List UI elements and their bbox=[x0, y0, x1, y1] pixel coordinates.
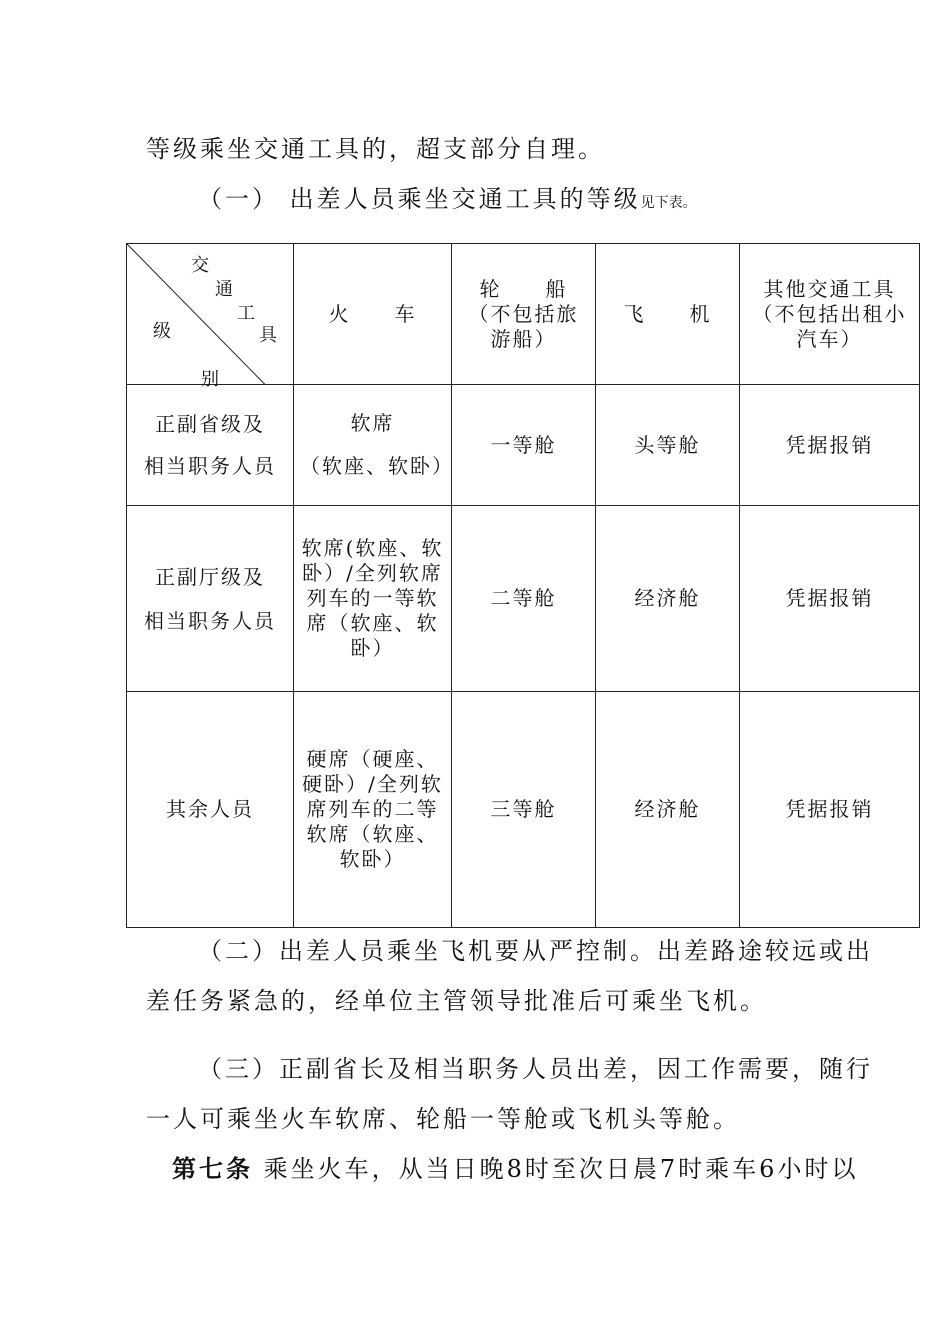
header-other-title: 其他交通工具 bbox=[763, 276, 896, 301]
row3-level: 其余人员 bbox=[127, 692, 294, 928]
row2-level-line1: 正副厅级及 bbox=[155, 564, 265, 589]
corner-label-jiao: 交 bbox=[191, 255, 209, 276]
row1-level bbox=[127, 385, 294, 506]
header-train: 火 车 bbox=[294, 244, 452, 385]
section-2-line-2: 差任务紧急的，经单位主管领导批准后可乘坐飞机。 bbox=[146, 987, 767, 1015]
table-row bbox=[127, 692, 920, 928]
section-2-line-1: （二）出差人员乘坐飞机要从严控制。出差路途较远或出 bbox=[198, 937, 873, 965]
section-1-note: 见下表。 bbox=[640, 195, 697, 211]
row1-train-line1: 软席 bbox=[350, 411, 395, 435]
article-7-text: 乘坐火车，从当日晚8时至次日晨7时乘车6小时以 bbox=[263, 1155, 859, 1183]
row2-other: 凭据报销 bbox=[740, 506, 920, 692]
corner-label-ji: 级 bbox=[153, 321, 171, 342]
table-header-row bbox=[127, 244, 920, 385]
row1-train-line2: （软座、软卧） bbox=[300, 454, 454, 478]
row1-level-line2: 相当职务人员 bbox=[144, 454, 276, 478]
corner-label-ju: 具 bbox=[259, 325, 277, 346]
table-corner-cell bbox=[127, 244, 294, 390]
section-1-heading bbox=[198, 184, 697, 218]
corner-label-gong: 工 bbox=[237, 303, 255, 324]
paragraph-line-1: 等级乘坐交通工具的，超支部分自理。 bbox=[146, 135, 605, 163]
row3-plane: 经济舱 bbox=[596, 692, 740, 928]
row3-other: 凭据报销 bbox=[740, 692, 920, 928]
row2-level-line2: 相当职务人员 bbox=[144, 608, 276, 633]
table-row bbox=[127, 506, 920, 692]
row2-train: 软席(软座、软卧）/全列软席列车的一等软席（软座、软卧） bbox=[294, 506, 452, 692]
table-row bbox=[127, 385, 920, 506]
row3-train: 硬席（硬座、硬卧）/全列软席列车的二等软席（软座、软卧） bbox=[294, 692, 452, 928]
section-3-line-1: （三）正副省长及相当职务人员出差，因工作需要，随行 bbox=[198, 1055, 873, 1083]
row3-ship: 三等舱 bbox=[452, 692, 596, 928]
header-ship bbox=[452, 244, 596, 385]
header-other-note: （不包括出租小汽车） bbox=[752, 301, 907, 351]
row1-train bbox=[294, 385, 452, 506]
header-ship-note: （不包括旅游船） bbox=[468, 301, 579, 351]
row1-level-line1: 正副省级及 bbox=[155, 412, 265, 436]
section-3-line-2: 一人可乘坐火车软席、轮船一等舱或飞机头等舱。 bbox=[146, 1105, 740, 1133]
corner-diagonal bbox=[127, 244, 294, 385]
row2-level bbox=[127, 506, 294, 692]
header-ship-title: 轮 船 bbox=[479, 276, 568, 301]
corner-label-bie: 别 bbox=[201, 369, 219, 390]
row1-other: 凭据报销 bbox=[740, 385, 920, 506]
row1-ship: 一等舱 bbox=[452, 385, 596, 506]
header-other bbox=[740, 244, 920, 385]
row2-ship: 二等舱 bbox=[452, 506, 596, 692]
transport-grade-table bbox=[126, 243, 920, 928]
article-7-title: 第七条 bbox=[172, 1154, 253, 1183]
corner-label-tong: 通 bbox=[215, 279, 233, 300]
row2-plane: 经济舱 bbox=[596, 506, 740, 692]
article-7 bbox=[172, 1154, 858, 1184]
header-plane: 飞 机 bbox=[596, 244, 740, 385]
section-1-text: （一） 出差人员乘坐交通工具的等级 bbox=[198, 185, 641, 213]
row1-plane: 头等舱 bbox=[596, 385, 740, 506]
